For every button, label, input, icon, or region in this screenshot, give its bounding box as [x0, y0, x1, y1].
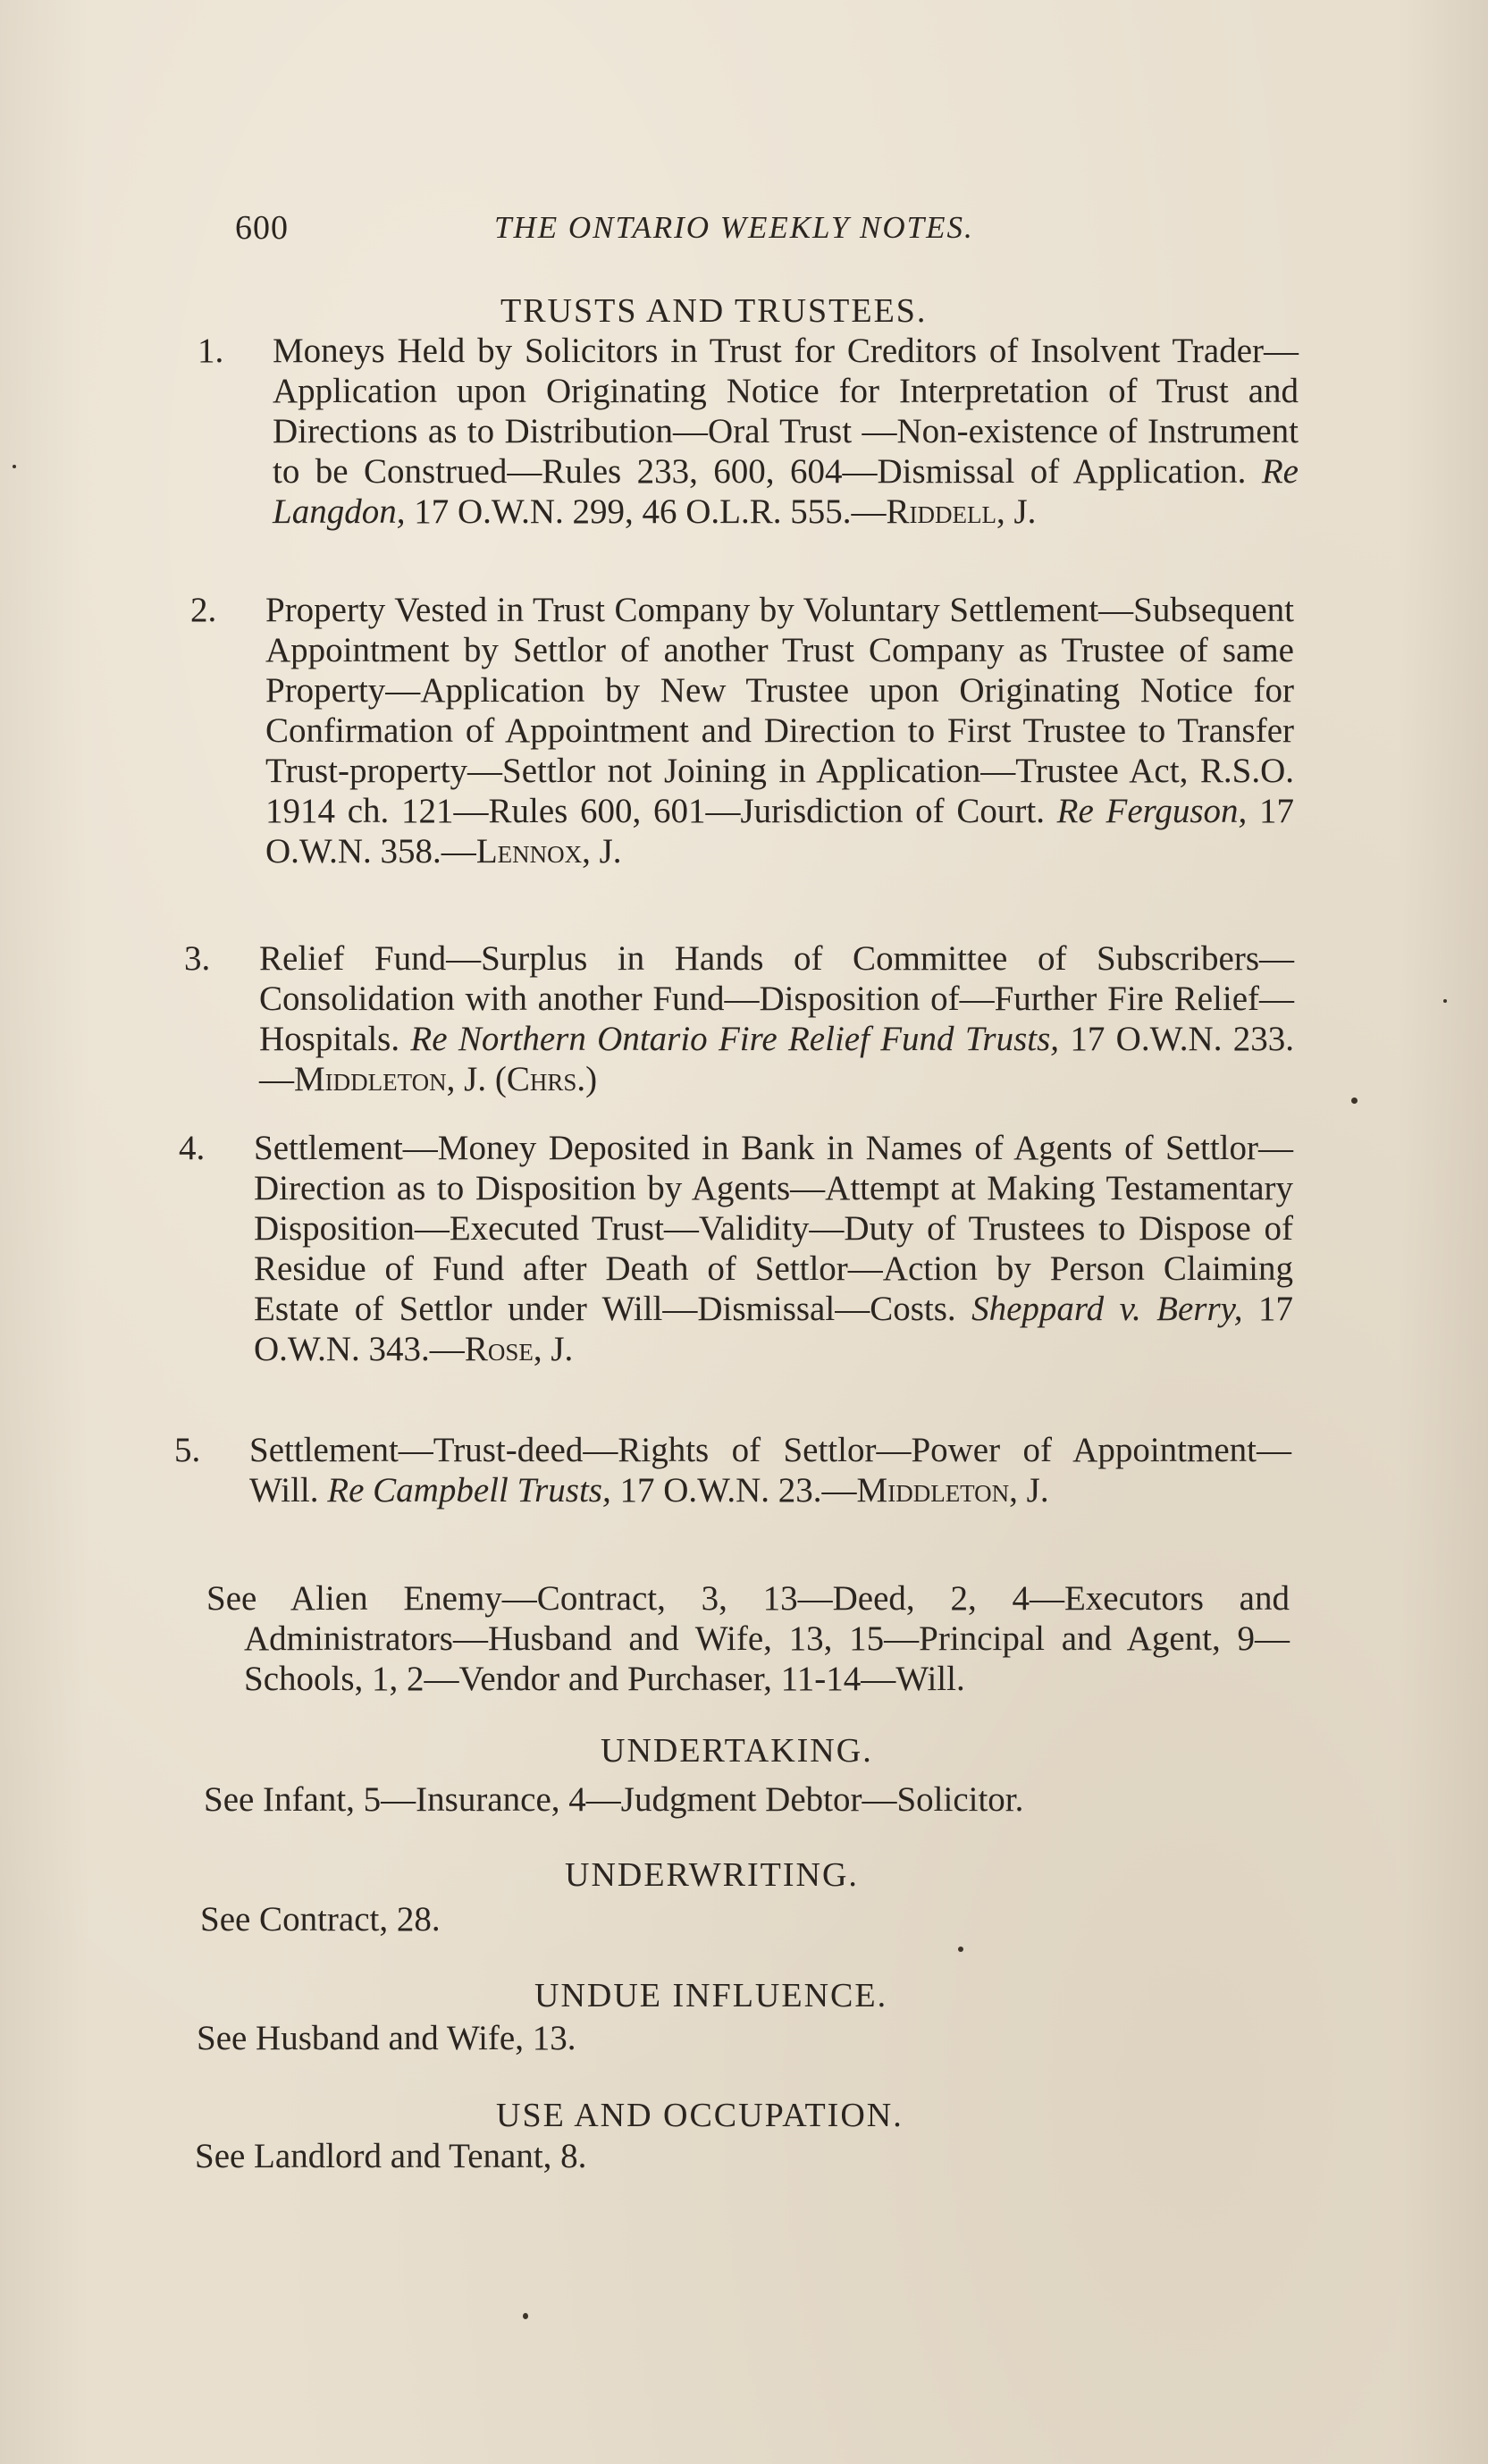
entry-trusts-5: [174, 1430, 1291, 1510]
citation: 17 O.W.N. 23.—: [619, 1471, 857, 1510]
case-name: Re Northern Ontario Fire Relief Fund Trusts,: [410, 1020, 1060, 1058]
judge-name: Rose, J.: [464, 1330, 574, 1368]
see-also-undertaking: See Infant, 5—Insurance, 4—Judgment Debtor—Solicitor.: [204, 1780, 1024, 1819]
see-also-underwriting: See Contract, 28.: [200, 1900, 441, 1938]
entry-text: Moneys Held by Solicitors in Trust for Creditors of Insolvent Trader—Application upon Originating Notice for Interpretation of Trust and Directions as to Distribution—Oral Trust —Non-existence of Instrument to be Construed—Rules 233, 600, 604—Dismissal of Application.: [273, 332, 1299, 491]
entry-number: 3.: [184, 939, 211, 978]
entry-trusts-4: [179, 1128, 1293, 1369]
entry-text: Property Vested in Trust Company by Voluntary Settlement—Subsequent Appointment by Settlor of another Trust Company as Trustee of same Property—Application by New Trustee upon Originating Notice for Confirmation of Appointment and Direction to First Trustee to Transfer Trust-property—Settlor not Joining in Application—Trustee Act, R.S.O. 1914 ch. 121—Rules 600, 601—Jurisdiction of Court.: [265, 591, 1294, 830]
entry-number: 4.: [179, 1129, 206, 1167]
entry-number: 5.: [174, 1431, 201, 1469]
section-heading-undue-influence: UNDUE INFLUENCE.: [534, 1977, 888, 2014]
judge-name: Lennox, J.: [475, 832, 622, 870]
paper-speck: [13, 465, 16, 468]
entry-text: Settlement—Money Deposited in Bank in Names of Agents of Settlor—Direction as to Disposition by Agents—Attempt at Making Testamentary Disposition—Executed Trust—Validity—Duty of Trustees to Dispose of Residue of Fund after Death of Settlor—Action by Person Claiming Estate of Settlor under Will—Dismissal—Costs.: [254, 1129, 1293, 1328]
section-heading-use-and-occupation: USE AND OCCUPATION.: [496, 2097, 904, 2134]
section-heading-trusts: TRUSTS AND TRUSTEES.: [500, 292, 928, 330]
citation: 17 O.W.N. 343.—: [254, 1290, 1293, 1368]
entry-number: 2.: [190, 591, 217, 629]
paper-speck: [523, 2313, 528, 2319]
judge-name: Middleton, J.: [856, 1471, 1049, 1510]
section-heading-underwriting: UNDERWRITING.: [565, 1856, 859, 1894]
entry-trusts-2: [190, 590, 1295, 871]
running-title: THE ONTARIO WEEKLY NOTES.: [494, 210, 974, 245]
citation: 17 O.W.N. 233.—: [259, 1020, 1295, 1098]
citation: 17 O.W.N. 299, 46 O.L.R. 555.—: [414, 492, 887, 531]
case-name: Re Campbell Trusts,: [327, 1471, 611, 1510]
paper-speck: [958, 1947, 963, 1952]
see-also-trusts: See Alien Enemy—Contract, 3, 13—Deed, 2, 4—Executors and Administrators—Husband and Wife, 13, 15—Principal and Agent, 9—Schools, 1, 2—Vendor and Purchaser, 11-14—Will.: [206, 1579, 1290, 1698]
judge-name: Riddell, J.: [886, 492, 1037, 531]
entry-trusts-1: [198, 331, 1299, 532]
case-name: Re Ferguson,: [1056, 792, 1248, 830]
entry-text: Settlement—Trust-deed—Rights of Settlor—Power of Appointment—Will.: [249, 1431, 1291, 1510]
entry-trusts-3: [184, 938, 1295, 1099]
entry-number: 1.: [198, 332, 224, 370]
see-also-use-and-occupation: See Landlord and Tenant, 8.: [195, 2137, 587, 2175]
judge-name: Middleton, J. (Chrs.): [294, 1060, 598, 1098]
paper-speck: [1351, 1097, 1358, 1104]
entry-text: Relief Fund—Surplus in Hands of Committee of Subscribers—Consolidation with another Fund—Disposition of—Further Fire Relief—Hospitals.: [259, 939, 1294, 1058]
running-header: [235, 208, 1307, 253]
see-also-undue-influence: See Husband and Wife, 13.: [197, 2019, 576, 2057]
case-name: Re Langdon,: [273, 452, 1299, 531]
page-number: 600: [235, 209, 289, 247]
paper-speck: [1443, 999, 1447, 1003]
case-name: Sheppard v. Berry,: [971, 1290, 1243, 1328]
section-heading-undertaking: UNDERTAKING.: [601, 1732, 873, 1770]
citation: 17 O.W.N. 358.—: [265, 792, 1295, 870]
